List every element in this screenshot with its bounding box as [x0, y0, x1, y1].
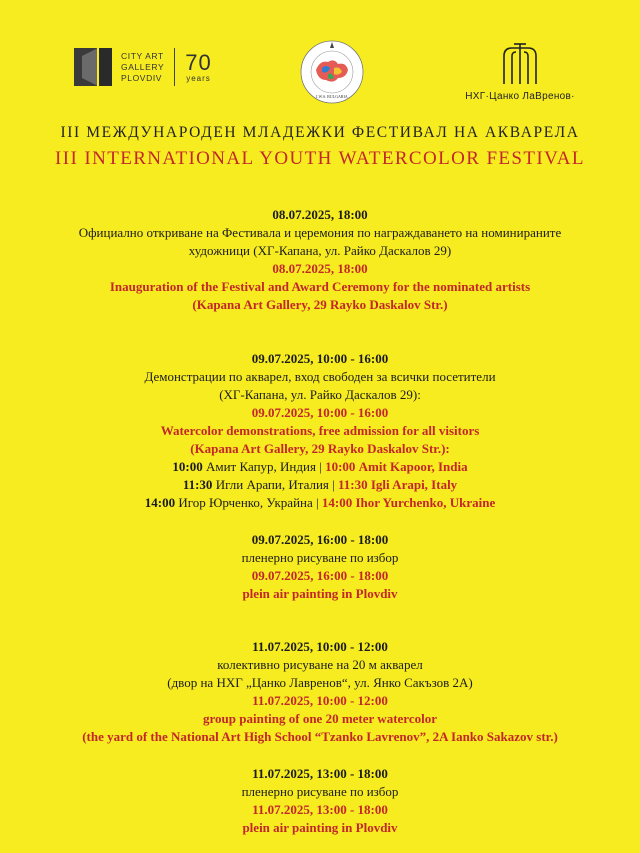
event-date-en: 11.07.2025, 13:00 - 18:00 [252, 802, 388, 817]
schedule-artist-bg: Амит Капур, Индия [205, 459, 316, 474]
event-description-bg: колективно рисуване на 20 м акварел [217, 657, 423, 672]
anniversary-badge [185, 49, 212, 83]
nhg-logo-label: НХГ·Цанко ЛаВренов· [465, 91, 575, 102]
event-description-en: (Kapana Art Gallery, 29 Rayko Daskalov Str.) [192, 297, 448, 312]
schedule-row: 14:00 Игор Юрченко, Украйна | 14:00 Ihor Yurchenko, Ukraine [144, 495, 496, 510]
logo-divider [174, 48, 175, 86]
schedule-artist-bg: Игор Юрченко, Украйна [178, 495, 313, 510]
schedule-row: 11:30 Игли Арапи, Италия | 11:30 Igli Arapi, Italy [182, 477, 458, 492]
city-art-gallery-line-2: GALLERY [121, 61, 165, 72]
event-1 [0, 206, 640, 314]
event-date-bg: 11.07.2025, 10:00 - 12:00 [252, 639, 388, 654]
city-art-gallery-line-3: PLOVDIV [121, 72, 163, 83]
event-date-en: 11.07.2025, 10:00 - 12:00 [252, 693, 388, 708]
festival-title-bg: III МЕЖДУНАРОДЕН МЛАДЕЖКИ ФЕСТИВАЛ НА АКВАРЕЛА [60, 124, 580, 141]
anniversary-word: years [186, 73, 211, 83]
nhg-tsanko-lavrenov-logo [460, 42, 580, 102]
nhg-logo-mark-icon [500, 42, 540, 86]
schedule-time: 14:00 [144, 495, 176, 510]
event-description-en: (the yard of the National Art High School “Tzanko Lavrenov”, 2A Ianko Sakazov str.) [82, 729, 558, 744]
event-description-bg: (двор на НХГ „Цанко Лавренов“, ул. Янко Сакъзов 2А) [167, 675, 473, 690]
event-description-en: plein air painting in Plovdiv [242, 820, 398, 835]
event-description-en: group painting of one 20 meter watercolor [203, 711, 437, 726]
event-date-bg: 08.07.2025, 18:00 [272, 207, 368, 222]
schedule-artist-bg: Игли Арапи, Италия [215, 477, 329, 492]
schedule-artist-en: 14:00 Ihor Yurchenko, Ukraine [321, 495, 496, 510]
event-2 [0, 350, 640, 512]
schedule-time: 11:30 [182, 477, 213, 492]
iws-bulgaria-logo-icon [300, 40, 364, 104]
schedule-artist-en: 10:00 Amit Kapoor, India [325, 459, 468, 474]
event-date-bg: 09.07.2025, 16:00 - 18:00 [251, 532, 389, 547]
schedule-time: 10:00 [172, 459, 203, 474]
city-art-gallery-logo [74, 48, 212, 86]
event-date-bg: 11.07.2025, 13:00 - 18:00 [252, 766, 388, 781]
city-art-gallery-text [121, 51, 164, 84]
event-4 [0, 638, 640, 746]
event-description-bg: художници (ХГ-Капана, ул. Райко Даскалов 29) [188, 243, 452, 258]
schedule-artist-en: 11:30 Igli Arapi, Italy [338, 477, 458, 492]
event-date-en: 09.07.2025, 10:00 - 16:00 [251, 405, 389, 420]
event-description-en: (Kapana Art Gallery, 29 Rayko Daskalov Str.): [190, 441, 450, 456]
schedule-row: 10:00 Амит Капур, Индия | 10:00 Amit Kapoor, India [172, 459, 468, 474]
event-date-bg: 09.07.2025, 10:00 - 16:00 [251, 351, 389, 366]
anniversary-number: 70 [185, 49, 212, 75]
event-5 [0, 765, 640, 837]
festival-title-en: III INTERNATIONAL YOUTH WATERCOLOR FESTIVAL [55, 148, 585, 169]
logo-bar [0, 40, 640, 110]
svg-text:I.W.S. BULGARIA: I.W.S. BULGARIA [316, 94, 348, 99]
event-description-bg: Официално откриване на Фестивала и церемония по награждаването на номинираните [78, 225, 562, 240]
city-art-gallery-mark-icon [74, 48, 112, 86]
event-description-en: Watercolor demonstrations, free admission for all visitors [160, 423, 480, 438]
event-description-bg: пленерно рисуване по избор [241, 784, 399, 799]
event-description-en: Inauguration of the Festival and Award Ceremony for the nominated artists [109, 279, 531, 294]
event-description-bg: Демонстрации по акварел, вход свободен за всички посетители [144, 369, 496, 384]
event-description-en: plein air painting in Plovdiv [242, 586, 398, 601]
event-description-bg: (ХГ-Капана, ул. Райко Даскалов 29): [219, 387, 421, 402]
event-3 [0, 531, 640, 603]
city-art-gallery-line-1: CITY ART [121, 50, 164, 61]
event-date-en: 08.07.2025, 18:00 [272, 261, 368, 276]
event-description-bg: пленерно рисуване по избор [241, 550, 399, 565]
event-date-en: 09.07.2025, 16:00 - 18:00 [251, 568, 389, 583]
